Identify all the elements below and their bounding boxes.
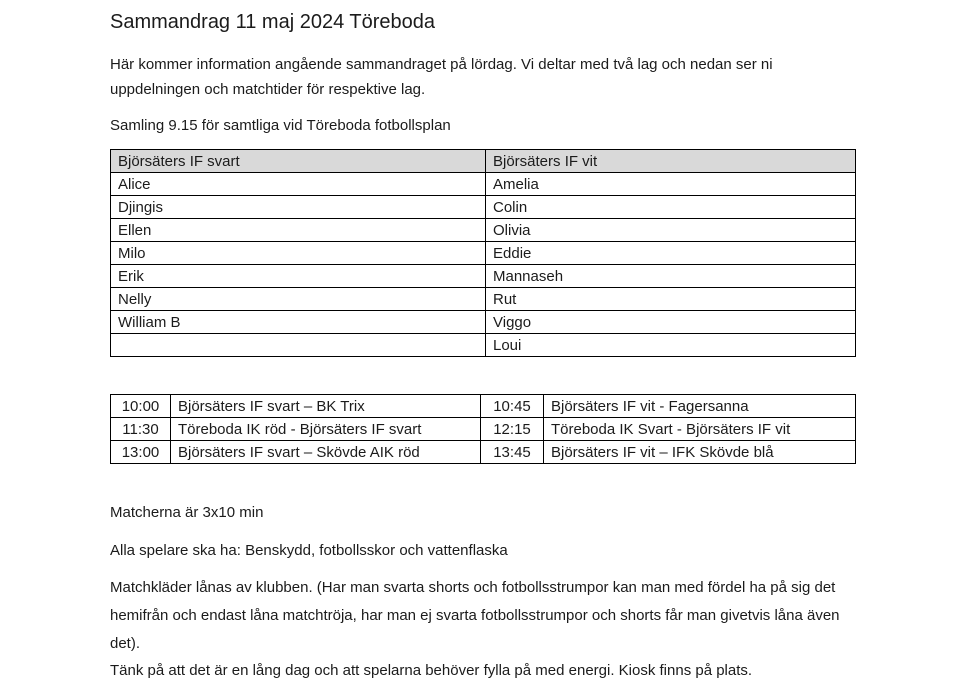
match-cell: Björsäters IF svart – Skövde AIK röd: [171, 441, 481, 464]
player-cell: Nelly: [111, 288, 486, 311]
player-cell: William B: [111, 311, 486, 334]
match-cell: Björsäters IF svart – BK Trix: [171, 395, 481, 418]
player-cell: Eddie: [486, 242, 856, 265]
table-row: [111, 196, 856, 219]
intro-paragraph: Här kommer information angående sammandraget på lördag. Vi deltar med två lag och nedan ser ni uppdelningen och matchtider för respektive lag.: [110, 56, 773, 98]
player-cell: Colin: [486, 196, 856, 219]
player-cell: Djingis: [111, 196, 486, 219]
table-row: [111, 441, 856, 464]
match-time-cell: 12:15: [481, 418, 544, 441]
player-cell: [111, 334, 486, 357]
team-svart-header: Björsäters IF svart: [111, 150, 486, 173]
gathering-info: Samling 9.15 för samtliga vid Töreboda fotbollsplan: [110, 117, 451, 134]
table-row: [111, 242, 856, 265]
table-row: [111, 418, 856, 441]
player-cell: Mannaseh: [486, 265, 856, 288]
table-row: [111, 334, 856, 357]
document-page: [110, 9, 855, 680]
player-cell: Olivia: [486, 219, 856, 242]
teams-table: [110, 149, 856, 357]
match-cell: Björsäters IF vit - Fagersanna: [544, 395, 856, 418]
table-row: [111, 265, 856, 288]
player-cell: Ellen: [111, 219, 486, 242]
page-title: Sammandrag 11 maj 2024 Töreboda: [110, 11, 436, 33]
table-row: [111, 173, 856, 196]
player-cell: Rut: [486, 288, 856, 311]
table-row: [111, 288, 856, 311]
table-row: [111, 395, 856, 418]
note-clothing: Matchkläder lånas av klubben. (Har man svarta shorts och fotbollsstrumpor kan man med fördel ha på sig det hemifrån och endast låna matchtröja, har man ej svarta fotbollsstrumpor och shorts får man givetvis låna även det).: [110, 579, 840, 652]
match-cell: Björsäters IF vit – IFK Skövde blå: [544, 441, 856, 464]
schedule-table: [110, 394, 856, 464]
player-cell: Alice: [111, 173, 486, 196]
teams-header-row: [111, 150, 856, 173]
player-cell: Viggo: [486, 311, 856, 334]
player-cell: Loui: [486, 334, 856, 357]
table-row: [111, 219, 856, 242]
player-cell: Erik: [111, 265, 486, 288]
match-cell: Töreboda IK röd - Björsäters IF svart: [171, 418, 481, 441]
match-time-cell: 13:45: [481, 441, 544, 464]
match-time-cell: 10:45: [481, 395, 544, 418]
note-energy: Tänk på att det är en lång dag och att spelarna behöver fylla på med energi. Kiosk finns på plats.: [110, 662, 753, 679]
match-cell: Töreboda IK Svart - Björsäters IF vit: [544, 418, 856, 441]
player-cell: Milo: [111, 242, 486, 265]
note-match-duration: Matcherna är 3x10 min: [110, 504, 264, 521]
note-equipment: Alla spelare ska ha: Benskydd, fotbollsskor och vattenflaska: [110, 542, 508, 559]
match-time-cell: 10:00: [111, 395, 171, 418]
table-row: [111, 311, 856, 334]
match-time-cell: 11:30: [111, 418, 171, 441]
player-cell: Amelia: [486, 173, 856, 196]
match-time-cell: 13:00: [111, 441, 171, 464]
team-vit-header: Björsäters IF vit: [486, 150, 856, 173]
